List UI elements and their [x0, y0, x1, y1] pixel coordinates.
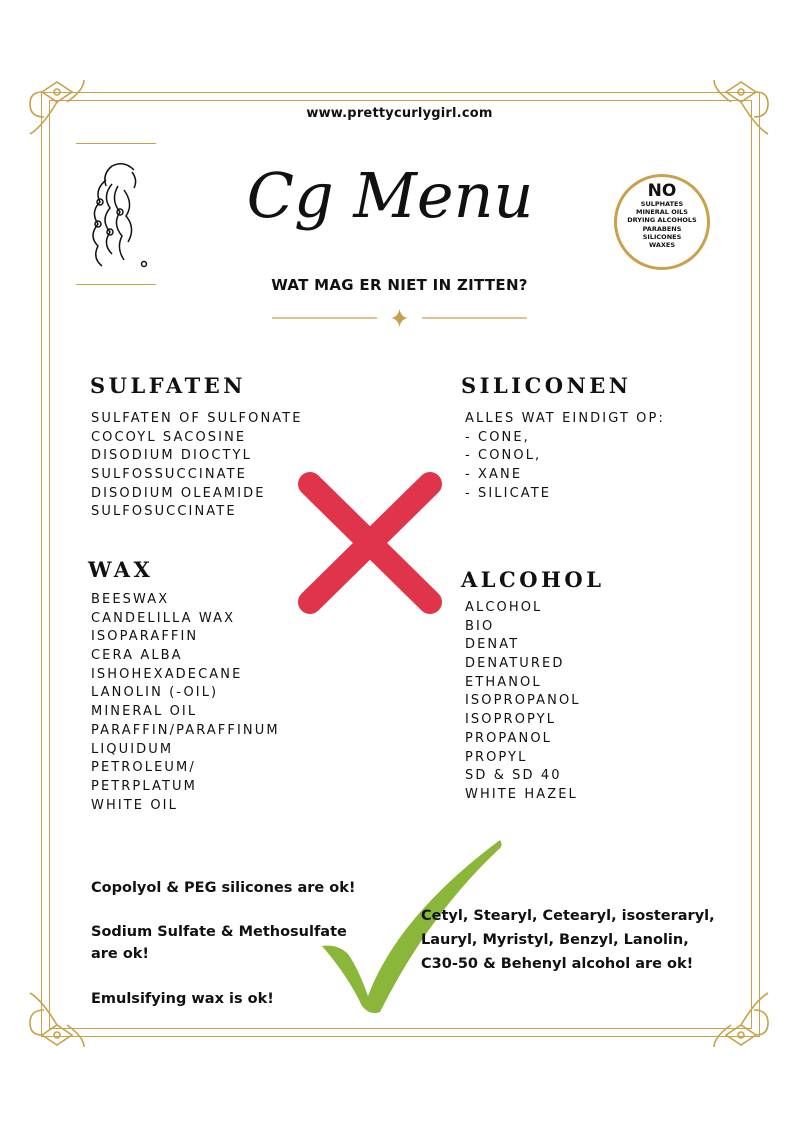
seal-item: DRYING ALCOHOLS: [627, 216, 697, 225]
list-item: - SILICATE: [465, 485, 552, 501]
siliconen-list: [465, 410, 665, 503]
list-item: PETROLEUM/: [91, 760, 196, 776]
page-subtitle: WAT MAG ER NIET IN ZITTEN?: [271, 276, 528, 294]
logo-divider-top: [76, 143, 156, 144]
seal-item: PARABENS: [642, 224, 682, 233]
ok-note-copolyol: Copolyol & PEG silicones are ok!: [91, 880, 356, 896]
ok-note-cetyl-line-2: Lauryl, Myristyl, Benzyl, Lanolin,: [421, 932, 689, 948]
list-item: ISOPARAFFIN: [91, 629, 199, 645]
section-heading-sulfaten: SULFATEN: [90, 373, 246, 398]
list-item: PETRPLATUM: [91, 778, 197, 794]
seal-item: MINERAL OILS: [636, 208, 688, 217]
list-item: - CONOL,: [465, 448, 542, 464]
seal-item: WAXES: [648, 241, 676, 250]
no-ingredients-seal: [614, 174, 710, 270]
list-item: SULFOSSUCCINATE: [91, 467, 247, 483]
section-heading-wax: WAX: [88, 557, 154, 582]
list-item: PROPYL: [465, 749, 528, 765]
list-item: ISOPROPYL: [465, 712, 557, 728]
list-item: ISHOHEXADECANE: [91, 666, 243, 682]
alcohol-list: [465, 599, 581, 805]
wax-list: [91, 591, 280, 815]
list-item: DENAT: [465, 637, 520, 653]
page-title: Cg Menu: [246, 159, 534, 232]
list-item: PARAFFIN/PARAFFINUM: [91, 722, 280, 738]
seal-item: SULPHATES: [640, 200, 684, 208]
ok-note-emulsifying: Emulsifying wax is ok!: [91, 991, 274, 1007]
ok-note-cetyl-line-3: C30-50 & Behenyl alcohol are ok!: [421, 956, 694, 972]
red-cross-icon: [292, 468, 448, 618]
list-item: BIO: [465, 618, 495, 634]
list-item: CERA ALBA: [91, 648, 183, 664]
corner-ornament-icon: [22, 985, 92, 1055]
list-item: DENATURED: [465, 656, 565, 672]
list-item: LIQUIDUM: [91, 741, 174, 757]
list-item: ALLES WAT EINDIGT OP:: [465, 411, 665, 426]
seal-item: SILICONES: [642, 232, 682, 241]
list-item: SD & SD 40: [465, 768, 562, 784]
section-heading-siliconen: SILICONEN: [461, 373, 632, 398]
section-heading-alcohol: ALCOHOL: [461, 567, 605, 592]
list-item: ETHANOL: [465, 674, 542, 690]
sulfaten-list: [91, 410, 303, 522]
list-item: SULFATEN OF SULFONATE: [91, 411, 303, 426]
list-item: WHITE HAZEL: [465, 786, 578, 802]
list-item: - XANE: [465, 467, 523, 483]
list-item: ALCOHOL: [465, 600, 543, 615]
website-url: www.prettycurlygirl.com: [306, 106, 493, 121]
list-item: PROPANOL: [465, 730, 553, 746]
list-item: DISODIUM DIOCTYL: [91, 448, 252, 464]
list-item: SULFOSUCCINATE: [91, 504, 237, 520]
list-item: ISOPROPANOL: [465, 693, 581, 709]
list-item: - CONE,: [465, 429, 530, 445]
corner-ornament-icon: [706, 985, 776, 1055]
curly-hair-woman-icon: [76, 150, 156, 278]
ok-note-cetyl-line-1: Cetyl, Stearyl, Cetearyl, isosteraryl,: [421, 908, 715, 924]
list-item: DISODIUM OLEAMIDE: [91, 485, 266, 501]
ok-note-sodium-line-1: Sodium Sulfate & Methosulfate: [91, 924, 347, 940]
seal-title: NO: [647, 181, 677, 201]
list-item: COCOYL SACOSINE: [91, 429, 247, 445]
list-item: WHITE OIL: [91, 797, 178, 813]
list-item: CANDELILLA WAX: [91, 610, 236, 626]
list-item: MINERAL OIL: [91, 704, 198, 720]
list-item: BEESWAX: [91, 592, 170, 607]
sparkle-divider: [272, 308, 527, 328]
list-item: LANOLIN (-OIL): [91, 685, 219, 701]
ok-note-sodium-line-2: are ok!: [91, 946, 150, 962]
